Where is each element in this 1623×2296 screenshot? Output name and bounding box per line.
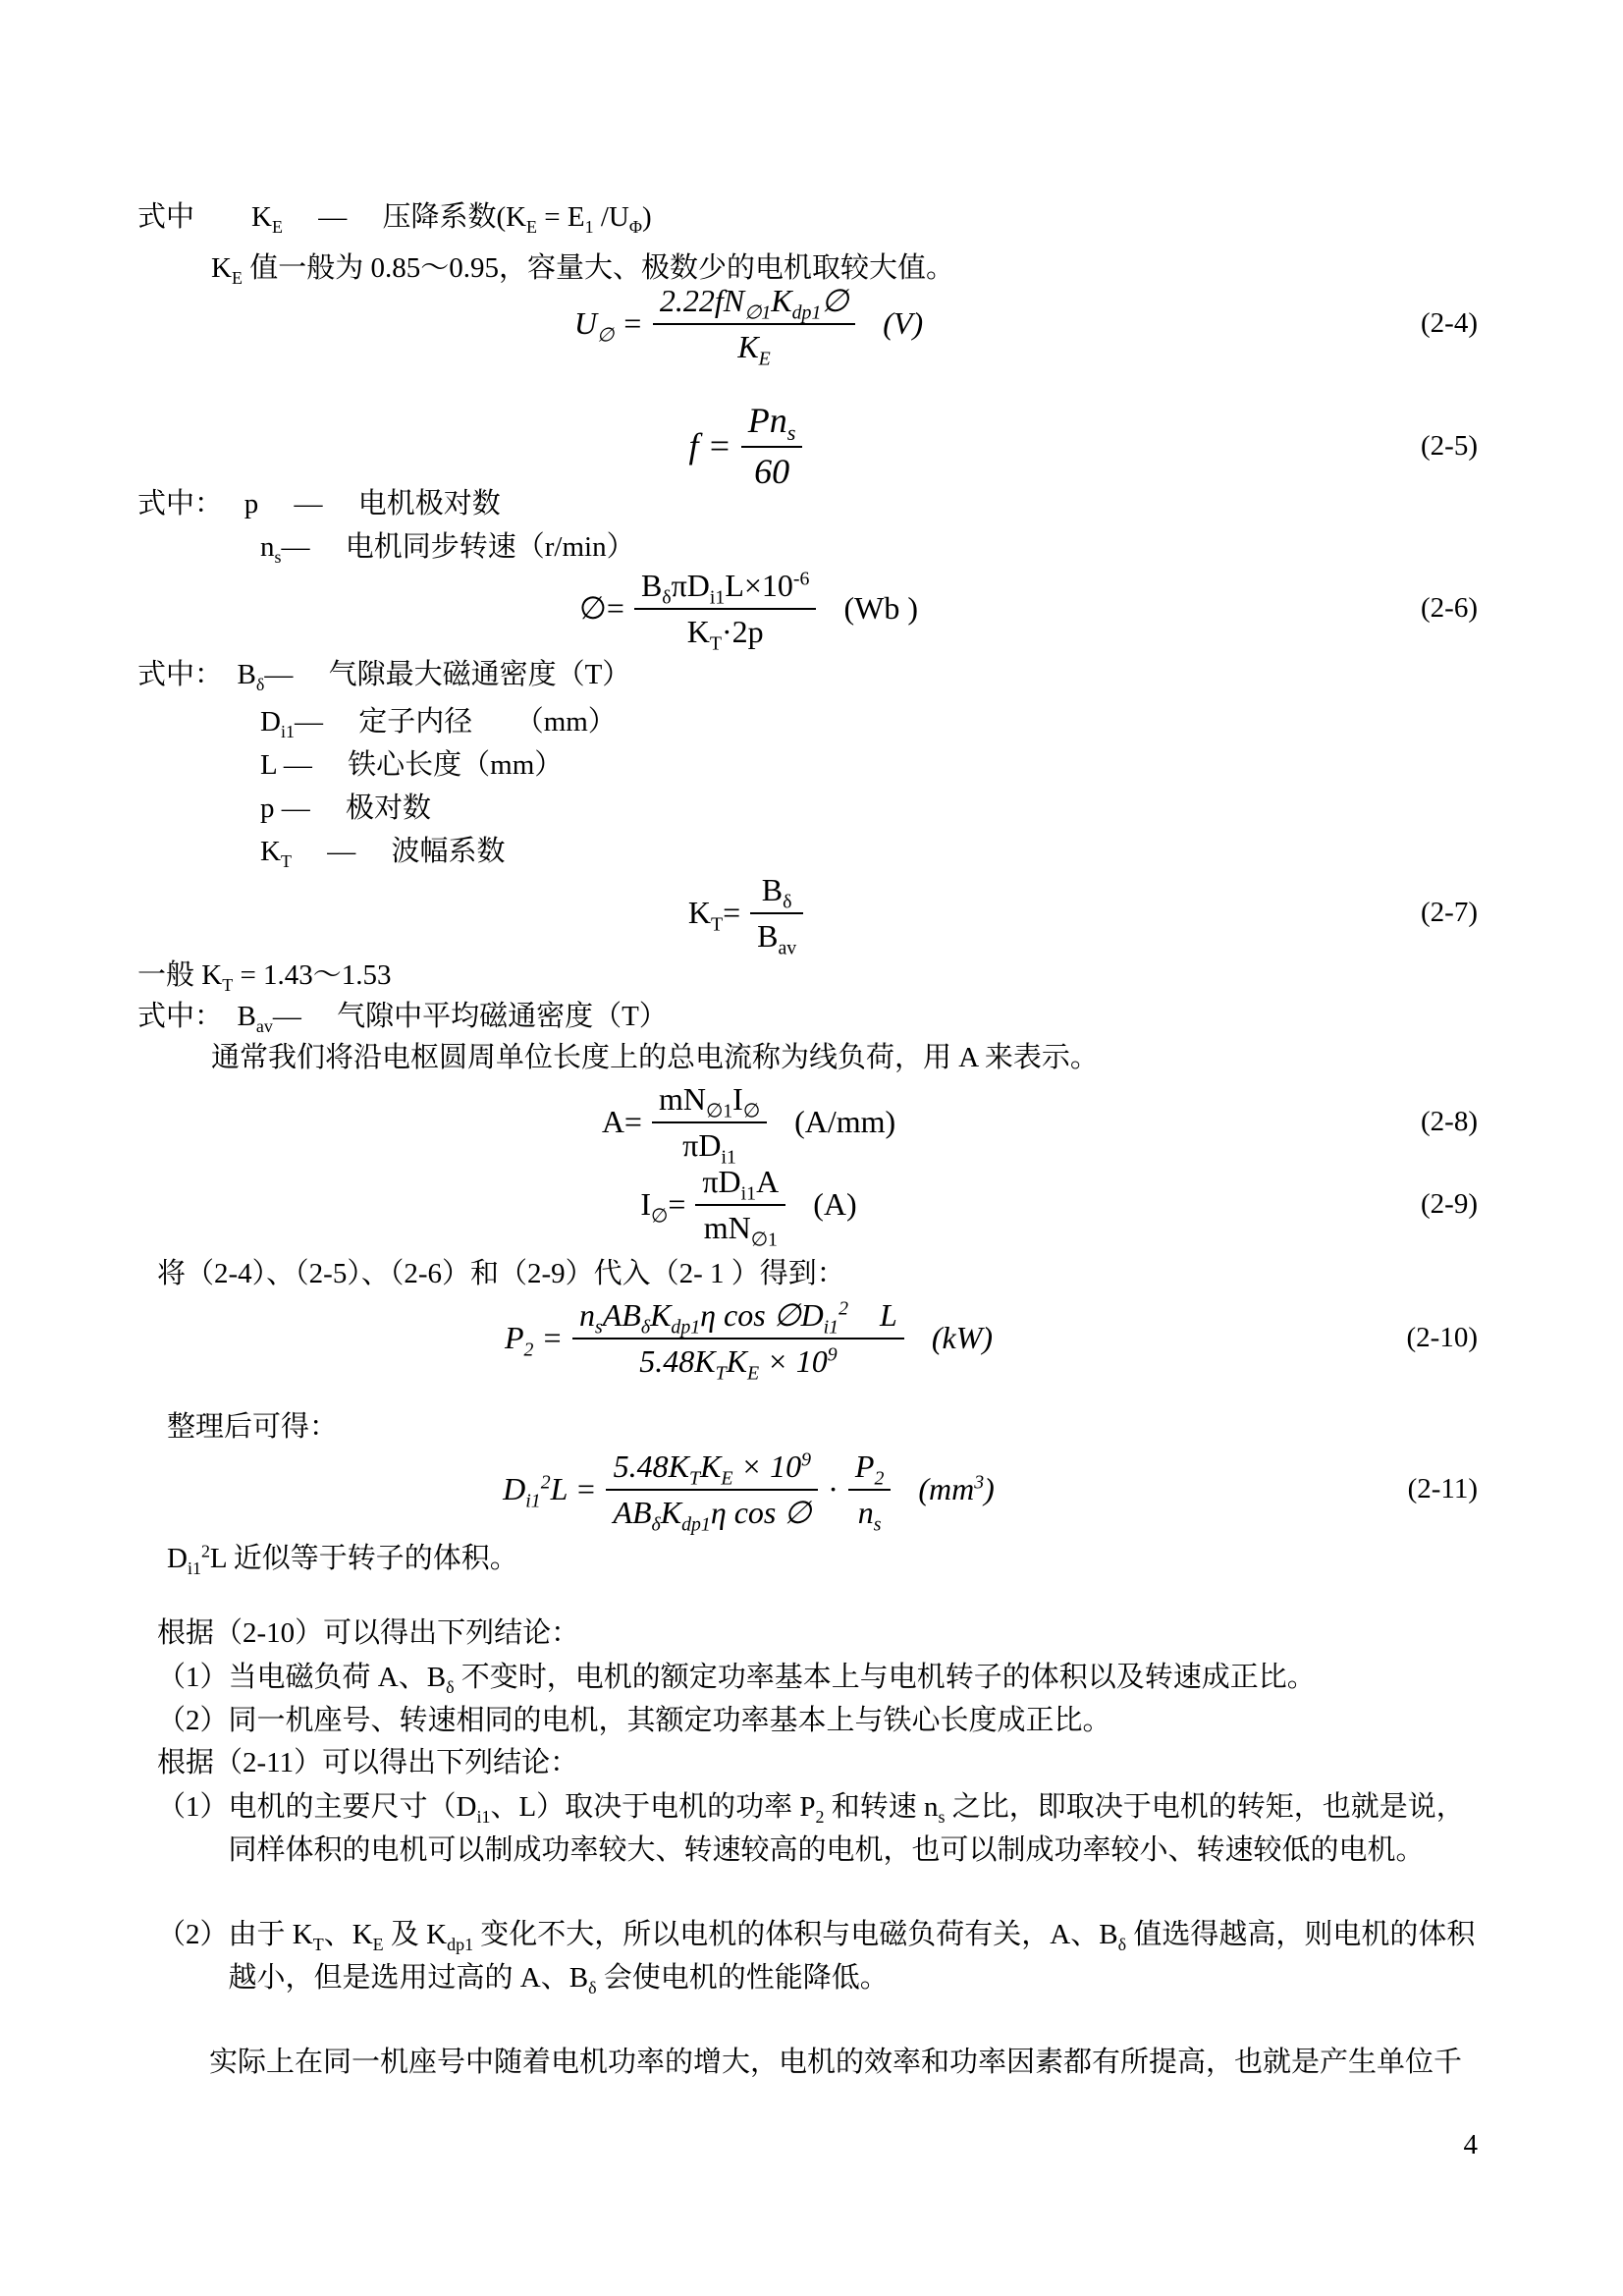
numerator: $mN_{\emptyset 1}I_\emptyset$ <box>652 1078 767 1123</box>
dot-operator: · <box>828 1470 839 1506</box>
item-number: （2） <box>157 1919 229 1950</box>
definition-ns: $n_s—$ 电机同步转速（r/min） <box>260 531 635 567</box>
formula-2-7 <box>137 869 1478 959</box>
definition-di1: $D_{i1}—$ 定子内径 （mm） <box>260 706 617 741</box>
formula-2-4-body <box>137 280 1360 370</box>
formula-2-8-body <box>137 1078 1360 1169</box>
rearrange-intro: 整理后可得： <box>167 1411 339 1443</box>
formula-lhs: f = <box>688 426 731 465</box>
definition-p: 式中： p — 电机极对数 <box>137 488 501 519</box>
definition-kt: $K_T$ — 波幅系数 <box>260 836 506 871</box>
numerator: $\pi D_{i1}A$ <box>695 1161 785 1206</box>
equation-number: (2-6) <box>1421 591 1478 624</box>
fraction <box>606 1446 818 1536</box>
fraction-2 <box>848 1446 891 1536</box>
formula-unit: (A) <box>813 1185 857 1222</box>
formula-unit: (V) <box>883 304 924 341</box>
denominator: $5.48K_TK_E \times 10^9$ <box>639 1343 838 1385</box>
formula-2-5-body <box>137 398 1360 494</box>
substitute-intro: 将（2-4）、（2-5）、（2-6）和（2-9）代入（2- 1 ）得到： <box>157 1258 845 1289</box>
equation-number: (2-4) <box>1421 306 1478 339</box>
ke-range-note: $K_E$ 值一般为 0.85～0.95，容量大、极数少的电机取较大值。 <box>211 252 954 288</box>
rotor-volume-note: $D_{i1}^2L$ 近似等于转子的体积。 <box>167 1541 518 1578</box>
denominator: $AB_\delta K_{dp1}\eta$ cos ∅ <box>613 1495 812 1536</box>
definition-bav: 式中： $B_{av}—$ 气隙中平均磁通密度（T） <box>137 1001 668 1036</box>
conclusion-2-11-heading: 根据（2-11）可以得出下列结论： <box>157 1747 579 1778</box>
formula-lhs: $I_\emptyset=$ <box>640 1185 686 1227</box>
denominator: $K_E$ <box>737 329 771 370</box>
definition-p2: p — 极对数 <box>260 793 432 824</box>
numerator: $n_sAB_\delta K_{dp1}\eta$ $\cos \emptyset D_{i1}^2$ L <box>572 1294 904 1339</box>
numerator-2: $P_2$ <box>848 1446 891 1491</box>
item-number: （2） <box>157 1705 229 1736</box>
item-text: 由于 $K_T$、$K_E$ 及 $K_{dp1}$ 变化不大，所以电机的体积与电磁负荷有关，A、$B_\delta$ 值选得越高，则电机的体积越小，但是选用过高的 A、$B_\delta$ 会使电机的性能降低。 <box>228 1919 1476 1997</box>
conclusion-2-11-item-2 <box>157 1913 1486 1999</box>
definition-l: L — 铁心长度（mm） <box>260 749 564 781</box>
formula-lhs: ∅= <box>579 590 624 626</box>
denominator: $\pi D_{i1}$ <box>682 1127 736 1169</box>
formula-unit: (A/mm) <box>794 1103 896 1139</box>
denominator: $K_T\cdot 2p$ <box>686 614 764 655</box>
item-number: （1） <box>157 1791 229 1823</box>
formula-2-10 <box>137 1294 1478 1385</box>
equation-number: (2-7) <box>1421 896 1478 928</box>
formula-2-11-body <box>137 1446 1360 1536</box>
formula-2-6-body <box>137 565 1360 655</box>
formula-2-6 <box>137 565 1478 655</box>
item-text: 当电磁负荷 A、$B_\delta$ 不变时，电机的额定功率基本上与电机转子的体积以及转速成正比。 <box>228 1662 1316 1697</box>
formula-unit: (kW) <box>931 1319 994 1355</box>
conclusion-2-11-item-1 <box>157 1785 1486 1872</box>
equation-number: (2-9) <box>1421 1187 1478 1220</box>
numerator: $5.48K_TK_E \times 10^9$ <box>606 1446 818 1491</box>
formula-2-9 <box>137 1161 1478 1251</box>
formula-2-4 <box>137 280 1478 370</box>
formula-lhs: $P_2$ = <box>504 1319 564 1360</box>
fraction <box>634 565 817 655</box>
formula-lhs: $U_\emptyset$ = <box>573 304 643 346</box>
kt-range-note: 一般 $K_T$ = 1.43～1.53 <box>137 959 392 995</box>
numerator: $B_\delta\pi D_{i1}L\times 10^{-6}$ <box>634 565 817 610</box>
formula-lhs: $D_{i1}^2L$ = <box>503 1470 597 1511</box>
item-text: 同一机座号、转速相同的电机，其额定功率基本上与铁心长度成正比。 <box>228 1705 1111 1736</box>
definition-bdelta: 式中： $B_\delta—$ 气隙最大磁通密度（T） <box>137 659 631 694</box>
line-load-intro: 通常我们将沿电枢圆周单位长度上的总电流称为线负荷，用 A 来表示。 <box>211 1042 1099 1073</box>
numerator: $B_\delta$ <box>750 869 803 914</box>
denominator: $mN_{\emptyset 1}$ <box>703 1210 778 1251</box>
numerator: $Pn_s$ <box>741 398 803 448</box>
formula-2-5 <box>137 398 1478 494</box>
item-number: （1） <box>157 1662 229 1693</box>
equation-number: (2-11) <box>1407 1472 1478 1504</box>
formula-2-10-body <box>137 1294 1360 1385</box>
fraction <box>652 1078 767 1169</box>
formula-2-7-body <box>137 869 1360 959</box>
conclusion-2-10-item-1 <box>157 1656 1486 1699</box>
fraction <box>572 1294 904 1385</box>
denominator: 60 <box>754 452 790 491</box>
page-number: 4 <box>1463 2129 1478 2160</box>
item-text: 电机的主要尺寸（$D_{i1}$、L）取决于电机的功率 $P_2$ 和转速 $n_s$ 之比，即取决于电机的转矩，也就是说，同样体积的电机可以制成功率较大、转速较高的电机，也可以制成功率较小、转速较低的电机。 <box>228 1791 1465 1866</box>
denominator: $B_{av}$ <box>757 918 797 959</box>
formula-2-9-body <box>137 1161 1360 1251</box>
denominator-2: $n_s$ <box>857 1495 882 1536</box>
conclusion-2-10-item-2 <box>157 1699 1486 1742</box>
closing-paragraph: 实际上在同一机座号中随着电机功率的增大，电机的效率和功率因素都有所提高，也就是产生单位千 <box>209 2047 1463 2078</box>
formula-unit: $(mm^3)$ <box>918 1470 995 1506</box>
conclusion-2-10-heading: 根据（2-10）可以得出下列结论： <box>157 1617 580 1649</box>
formula-2-8 <box>137 1078 1478 1169</box>
formula-2-11 <box>137 1446 1478 1536</box>
definition-ke: 式中 $K_E$ — 压降系数($K_E = E_1$ $/U_\Phi$) <box>137 201 652 237</box>
formula-unit: (Wb ) <box>843 589 918 626</box>
equation-number: (2-8) <box>1421 1105 1478 1137</box>
numerator: $2.22fN_{\emptyset 1}K_{dp1}\emptyset$ <box>653 280 855 325</box>
equation-number: (2-10) <box>1406 1321 1478 1353</box>
fraction <box>750 869 803 959</box>
fraction <box>695 1161 785 1251</box>
formula-lhs: $K_T=$ <box>687 894 741 935</box>
formula-lhs: A= <box>601 1103 642 1139</box>
fraction <box>741 398 803 494</box>
equation-number: (2-5) <box>1421 429 1478 462</box>
fraction <box>653 280 855 370</box>
